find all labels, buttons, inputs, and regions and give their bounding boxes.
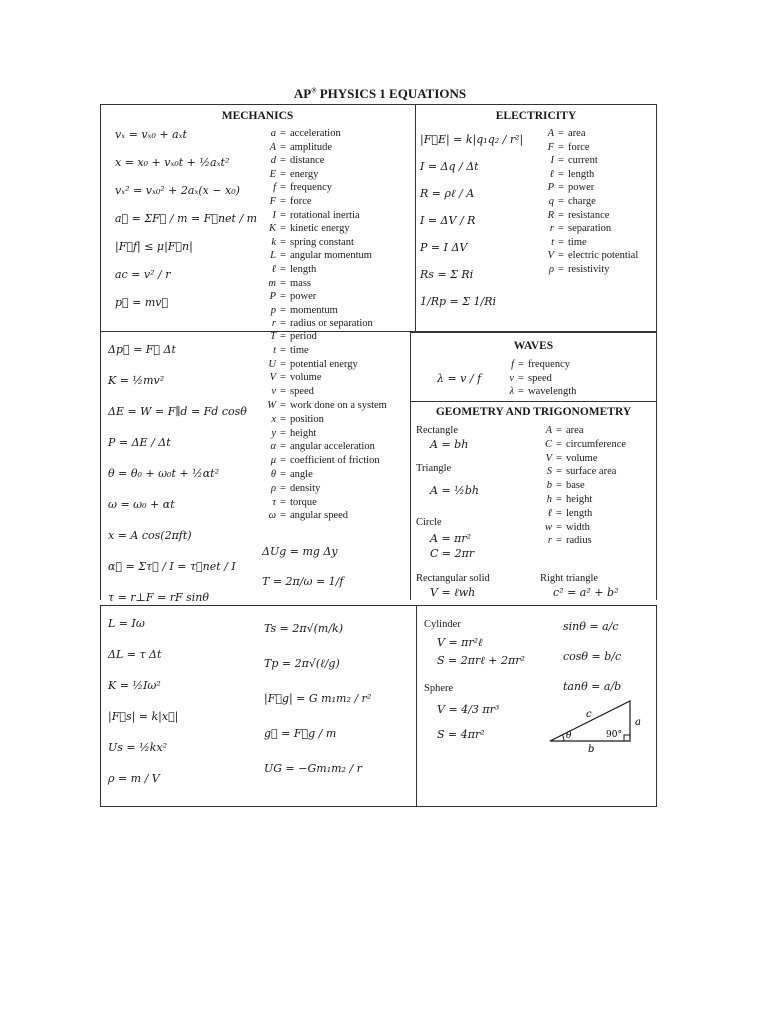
variable-definition: [262, 318, 373, 329]
variable-name: radius or separation: [290, 318, 373, 330]
equation: sinθ = a/c: [563, 620, 619, 633]
variable-symbol: f: [511, 359, 514, 370]
variable-name: height: [290, 427, 317, 439]
variable-definition: [262, 142, 332, 153]
equals-sign: =: [280, 209, 286, 221]
equals-sign: =: [280, 155, 286, 167]
variable-name: amplitude: [290, 141, 332, 153]
equals-sign: =: [280, 264, 286, 275]
equals-sign: =: [280, 344, 286, 356]
variable-symbol: d: [270, 155, 276, 167]
variable-name: angle: [290, 469, 313, 480]
variable-definition: [540, 142, 590, 153]
sphere-volume-equation: V = 4/3 πr³: [437, 703, 500, 716]
variable-definition: [262, 428, 316, 439]
triangle-label: Triangle: [416, 463, 452, 474]
variable-definition: [262, 291, 316, 302]
variable-definition: [540, 210, 609, 221]
variable-definition: [540, 250, 638, 261]
triangle-label-theta: θ: [566, 731, 572, 741]
variable-name: area: [568, 128, 586, 139]
variable-name: torque: [290, 496, 317, 508]
equals-sign: =: [558, 223, 564, 235]
variable-definition: [538, 494, 592, 505]
variable-definition: [538, 439, 626, 450]
variable-definition: [262, 305, 338, 316]
variable-symbol: v: [271, 386, 276, 398]
geometry-header: GEOMETRY AND TRIGONOMETRY: [435, 406, 632, 418]
variable-definition: [540, 223, 611, 234]
variable-definition: [262, 441, 375, 452]
equation: |F⃗s| = k|x⃗|: [108, 710, 179, 723]
variable-definition: [538, 425, 583, 436]
variable-name: current: [568, 155, 598, 167]
equation: τ = r⊥F = rF sinθ: [108, 591, 209, 604]
triangle-label-a: a: [635, 717, 641, 728]
equation: x = A cos(2πft): [108, 529, 192, 542]
variable-definition: [540, 264, 609, 275]
equation: I = Δq / Δt: [420, 160, 479, 173]
equation: Δp⃗ = F⃗ Δt: [108, 343, 176, 356]
variable-name: resistance: [568, 209, 610, 221]
variable-definition: [262, 510, 348, 521]
variable-symbol: S: [546, 466, 552, 478]
equation: P = I ΔV: [420, 241, 468, 254]
equals-sign: =: [556, 425, 562, 436]
variable-name: height: [566, 494, 593, 505]
variable-name: work done on a system: [290, 400, 387, 411]
variable-name: force: [568, 141, 590, 153]
right-triangle-label: Right triangle: [540, 573, 599, 584]
equals-sign: =: [280, 331, 286, 342]
triangle-label-c: c: [586, 709, 592, 720]
variable-name: acceleration: [290, 128, 341, 139]
equals-sign: =: [280, 482, 286, 494]
variable-name: length: [290, 264, 317, 275]
variable-symbol: x: [271, 413, 276, 425]
variable-name: power: [290, 291, 317, 303]
variable-name: resistivity: [568, 264, 610, 275]
variable-definition: [262, 386, 314, 397]
equation: α⃗ = Στ⃗ / I = τ⃗net / I: [108, 560, 236, 573]
variable-name: spring constant: [290, 236, 354, 248]
equals-sign: =: [558, 236, 564, 248]
variable-name: frequency: [528, 359, 570, 370]
variable-symbol: P: [547, 182, 554, 194]
rectangle-equation: A = bh: [430, 438, 469, 451]
equals-sign: =: [556, 507, 562, 519]
variable-definition: [538, 453, 598, 464]
variable-symbol: λ: [509, 386, 514, 398]
variable-name: density: [290, 482, 321, 494]
equation: K = ½mv²: [108, 374, 165, 387]
variable-name: electric potential: [568, 250, 639, 262]
variable-name: energy: [290, 168, 319, 180]
variable-symbol: p: [270, 304, 276, 316]
variable-definition: [540, 196, 596, 207]
cylinder-label: Cylinder: [424, 619, 461, 630]
variable-name: speed: [290, 386, 314, 398]
variable-definition: [262, 128, 341, 139]
variable-symbol: v: [509, 372, 514, 384]
mechanics-header: MECHANICS: [221, 110, 294, 122]
equation: L = Iω: [108, 617, 145, 630]
equals-sign: =: [280, 236, 286, 248]
variable-symbol: μ: [270, 455, 276, 467]
variable-definition: [262, 497, 317, 508]
variable-definition: [538, 508, 592, 519]
equals-sign: =: [280, 250, 286, 262]
waves-header: WAVES: [513, 340, 554, 352]
panel-divider: [415, 104, 416, 332]
variable-symbol: ρ: [548, 264, 554, 275]
equation: a⃗ = ΣF⃗ / m = F⃗net / m: [115, 212, 258, 225]
equals-sign: =: [280, 386, 286, 398]
equation: Us = ½kx²: [108, 741, 168, 754]
equals-sign: =: [558, 141, 564, 153]
variable-definition: [262, 469, 313, 480]
equals-sign: =: [280, 510, 286, 522]
variable-symbol: α: [270, 441, 276, 453]
triangle-label-right-angle: 90°: [606, 730, 622, 740]
variable-symbol: W: [267, 400, 276, 411]
equation: ω = ω₀ + αt: [108, 498, 175, 511]
variable-definition: [262, 331, 317, 342]
variable-symbol: V: [547, 250, 554, 262]
equation: 1/Rp = Σ 1/Ri: [420, 295, 497, 308]
equation: Ts = 2π√(m/k): [264, 622, 344, 635]
variable-definition: [540, 169, 594, 180]
variable-symbol: θ: [270, 469, 276, 480]
electricity-header: ELECTRICITY: [495, 110, 577, 122]
variable-symbol: U: [268, 358, 276, 370]
variable-definition: [262, 345, 309, 356]
variable-definition: [262, 455, 380, 466]
bottom-divider: [416, 605, 417, 807]
geometry-left-border: [410, 402, 411, 600]
equals-sign: =: [558, 250, 564, 262]
equals-sign: =: [280, 168, 286, 180]
variable-definition: [538, 535, 592, 546]
variable-definition: [262, 414, 324, 425]
equation: |F⃗g| = G m₁m₂ / r²: [264, 692, 372, 705]
variable-name: momentum: [290, 304, 338, 316]
variable-name: distance: [290, 155, 325, 167]
variable-definition: [500, 373, 552, 384]
rect-solid-label: Rectangular solid: [416, 573, 490, 584]
variable-definition: [262, 237, 354, 248]
variable-name: length: [568, 168, 595, 180]
variable-name: time: [290, 344, 309, 356]
equation: p⃗ = mv⃗: [115, 296, 169, 309]
variable-symbol: f: [273, 182, 276, 194]
variable-definition: [540, 182, 594, 193]
variable-symbol: ρ: [270, 482, 276, 494]
equals-sign: =: [556, 452, 562, 464]
circle-label: Circle: [416, 517, 442, 528]
equals-sign: =: [280, 141, 286, 153]
variable-symbol: K: [268, 223, 276, 235]
variable-name: potential energy: [290, 358, 358, 370]
variable-definition: [262, 210, 360, 221]
variable-symbol: m: [268, 277, 276, 289]
variable-symbol: V: [545, 452, 552, 464]
variable-symbol: ℓ: [271, 264, 276, 275]
variable-symbol: t: [551, 236, 554, 248]
variable-symbol: A: [545, 425, 552, 436]
variable-definition: [262, 278, 311, 289]
equals-sign: =: [556, 438, 562, 450]
geometry-right-border: [656, 402, 657, 600]
equals-sign: =: [280, 358, 286, 370]
equation: Tp = 2π√(ℓ/g): [264, 657, 340, 670]
equation: Rs = Σ Ri: [420, 268, 474, 281]
equation: ΔUg = mg Δy: [262, 545, 338, 558]
cylinder-volume-equation: V = πr²ℓ: [437, 636, 483, 649]
variable-name: mass: [290, 277, 311, 289]
equation: ac = v² / r: [115, 268, 171, 281]
cylinder-surface-equation: S = 2πrℓ + 2πr²: [437, 654, 525, 667]
equals-sign: =: [280, 291, 286, 303]
variable-symbol: k: [271, 236, 276, 248]
variable-name: speed: [528, 372, 552, 384]
equals-sign: =: [556, 521, 562, 533]
variable-symbol: r: [549, 223, 554, 235]
circle-circumference-equation: C = 2πr: [430, 547, 475, 560]
waves-equation: λ = v / f: [437, 372, 482, 385]
equals-sign: =: [558, 209, 564, 221]
sphere-surface-equation: S = 4πr²: [437, 728, 485, 741]
variable-name: radius: [566, 535, 592, 547]
equation: vₓ = vₓ₀ + aₓt: [115, 128, 187, 141]
equals-sign: =: [280, 441, 286, 453]
equation: ρ = m / V: [108, 772, 160, 785]
variable-symbol: r: [547, 535, 552, 547]
equals-sign: =: [558, 196, 564, 207]
variable-definition: [262, 169, 318, 180]
variable-symbol: ℓ: [549, 168, 554, 180]
equals-sign: =: [556, 535, 562, 547]
variable-definition: [538, 480, 585, 491]
variable-symbol: ℓ: [547, 507, 552, 519]
variable-symbol: τ: [272, 496, 276, 508]
equals-sign: =: [518, 386, 524, 398]
variable-symbol: V: [269, 372, 276, 384]
equals-sign: =: [280, 277, 286, 289]
variable-name: width: [566, 521, 590, 533]
equation: UG = −Gm₁m₂ / r: [264, 762, 362, 775]
equals-sign: =: [558, 182, 564, 194]
variable-definition: [262, 483, 320, 494]
variable-name: area: [566, 425, 584, 436]
equation: tanθ = a/b: [563, 680, 622, 693]
equation: x = x₀ + vₓ₀t + ½aₓt²: [115, 156, 230, 169]
variable-name: position: [290, 413, 324, 425]
variable-name: frequency: [290, 182, 332, 194]
equals-sign: =: [280, 182, 286, 194]
equation: P = ΔE / Δt: [108, 436, 171, 449]
equation: R = ρℓ / A: [420, 187, 475, 200]
variable-symbol: t: [273, 344, 276, 356]
equals-sign: =: [280, 496, 286, 508]
equals-sign: =: [518, 359, 524, 370]
variable-name: coefficient of friction: [290, 455, 380, 467]
variable-name: force: [290, 196, 312, 207]
variable-symbol: b: [546, 480, 552, 492]
triangle-label-b: b: [588, 744, 595, 755]
variable-symbol: F: [547, 141, 554, 153]
equals-sign: =: [280, 427, 286, 439]
equation: |F⃗f| ≤ μ|F⃗n|: [115, 240, 193, 253]
equals-sign: =: [280, 128, 286, 139]
equals-sign: =: [280, 223, 286, 235]
variable-name: power: [568, 182, 595, 194]
variable-name: length: [566, 507, 593, 519]
variable-symbol: R: [547, 209, 554, 221]
equation: K = ½Iω²: [108, 679, 161, 692]
variable-name: volume: [290, 372, 322, 384]
variable-symbol: F: [269, 196, 276, 207]
variable-name: wavelength: [528, 386, 577, 398]
variable-symbol: C: [544, 438, 552, 450]
variable-definition: [540, 155, 598, 166]
equals-sign: =: [280, 469, 286, 480]
equation: T = 2π/ω = 1/f: [262, 575, 344, 588]
mech-left-border: [100, 332, 101, 600]
variable-name: angular momentum: [290, 250, 372, 262]
equals-sign: =: [280, 196, 286, 207]
variable-definition: [262, 196, 312, 207]
variable-definition: [262, 264, 316, 275]
variable-name: kinetic energy: [290, 223, 350, 235]
equation: I = ΔV / R: [420, 214, 476, 227]
variable-definition: [540, 128, 585, 139]
variable-definition: [500, 359, 570, 370]
variable-symbol: r: [271, 318, 276, 330]
variable-definition: [262, 223, 350, 234]
equals-sign: =: [556, 494, 562, 505]
variable-name: base: [566, 480, 585, 492]
equals-sign: =: [518, 372, 524, 384]
variable-symbol: E: [269, 168, 276, 180]
variable-name: period: [290, 331, 317, 342]
equation: ΔE = W = F∥d = Fd cosθ: [108, 405, 247, 418]
variable-name: rotational inertia: [290, 209, 360, 221]
equation: θ = θ₀ + ω₀t + ½αt²: [108, 467, 220, 480]
equals-sign: =: [558, 168, 564, 180]
variable-symbol: T: [270, 331, 276, 342]
variable-name: angular acceleration: [290, 441, 375, 453]
variable-symbol: y: [271, 427, 276, 439]
equation: vₓ² = vₓ₀² + 2aₓ(x − x₀): [115, 184, 240, 197]
variable-definition: [262, 400, 387, 411]
variable-definition: [262, 250, 372, 261]
variable-symbol: h: [546, 494, 552, 505]
triangle-equation: A = ½bh: [430, 484, 479, 497]
variable-definition: [540, 237, 587, 248]
variable-symbol: w: [544, 521, 552, 533]
variable-symbol: A: [547, 128, 554, 139]
circle-area-equation: A = πr²: [430, 532, 472, 545]
variable-symbol: P: [269, 291, 276, 303]
right-triangle-diagram: [544, 695, 654, 755]
variable-name: angular speed: [290, 510, 349, 522]
page-title: AP® PHYSICS 1 EQUATIONS: [293, 86, 467, 101]
equals-sign: =: [280, 455, 286, 467]
variable-name: separation: [568, 223, 612, 235]
variable-definition: [262, 372, 322, 383]
equation: |F⃗E| = k|q₁q₂ / r²|: [420, 133, 524, 146]
pythagorean-equation: c² = a² + b²: [553, 586, 619, 599]
variable-symbol: L: [270, 250, 276, 262]
variable-symbol: A: [269, 141, 276, 153]
variable-name: time: [568, 236, 587, 248]
variable-symbol: ω: [268, 510, 276, 522]
equation: g⃗ = F⃗g / m: [264, 727, 337, 740]
equation: cosθ = b/c: [563, 650, 622, 663]
variable-definition: [262, 155, 324, 166]
equals-sign: =: [556, 466, 562, 478]
variable-definition: [262, 182, 332, 193]
equals-sign: =: [280, 400, 286, 411]
variable-definition: [538, 466, 616, 477]
equation: ΔL = τ Δt: [108, 648, 162, 661]
variable-symbol: a: [270, 128, 276, 139]
variable-definition: [262, 359, 358, 370]
sphere-label: Sphere: [424, 683, 454, 694]
variable-name: surface area: [566, 466, 617, 478]
equals-sign: =: [280, 413, 286, 425]
equals-sign: =: [280, 372, 286, 384]
variable-symbol: I: [272, 209, 276, 221]
equals-sign: =: [280, 318, 286, 330]
variable-definition: [500, 386, 576, 397]
variable-definition: [538, 522, 590, 533]
variable-name: charge: [568, 196, 596, 207]
equals-sign: =: [558, 128, 564, 139]
variable-name: volume: [566, 452, 598, 464]
equals-sign: =: [280, 304, 286, 316]
equals-sign: =: [556, 480, 562, 492]
equals-sign: =: [558, 264, 564, 275]
variable-name: circumference: [566, 438, 627, 450]
variable-symbol: q: [548, 196, 554, 207]
rectangle-label: Rectangle: [416, 425, 458, 436]
variable-symbol: I: [550, 155, 554, 167]
equals-sign: =: [558, 155, 564, 167]
rect-solid-equation: V = ℓwh: [430, 586, 476, 599]
